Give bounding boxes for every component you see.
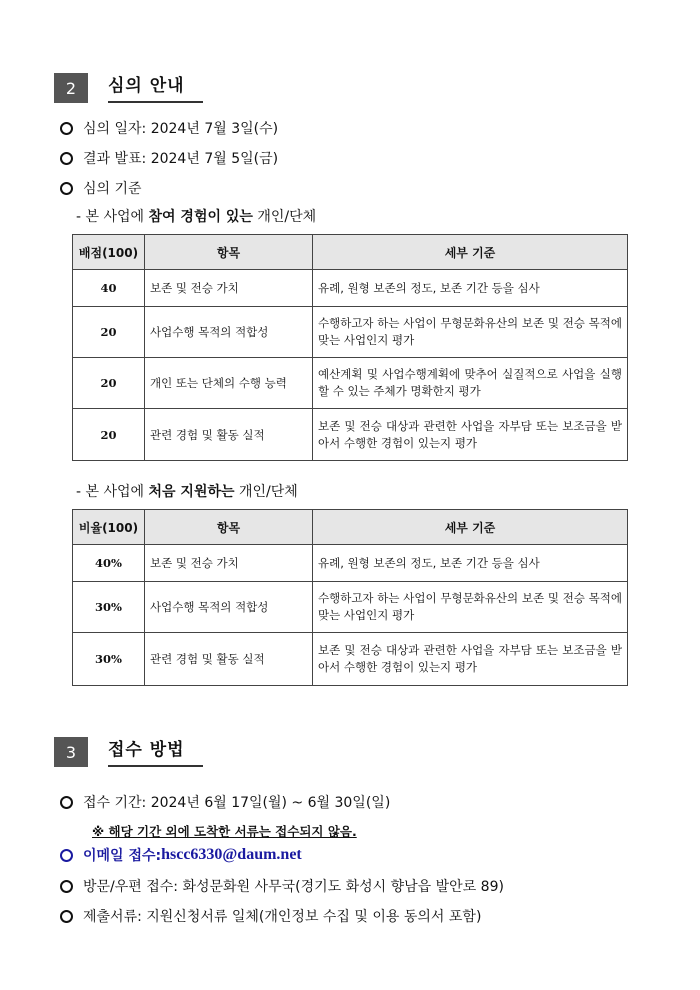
row-detail: 수행하고자 하는 사업이 무형문화유산의 보존 및 전승 목적에 맞는 사업인지 평가 (313, 307, 628, 358)
table-row (73, 545, 628, 582)
row-ratio: 30% (73, 582, 145, 633)
submission-note: ※ 해당 기간 외에 도착한 서류는 접수되지 않음. (92, 824, 357, 839)
criteria-table-first-time (72, 509, 628, 686)
row-detail: 보존 및 전승 대상과 관련한 사업을 자부담 또는 보조금을 받아서 수행한 경험이 있는지 평가 (313, 633, 628, 686)
header-detail: 세부 기준 (313, 235, 628, 270)
review-date-text: 심의 일자: 2024년 7월 3일(수) (83, 121, 279, 137)
section-3-heading (54, 737, 203, 767)
section-number-badge: 3 (54, 737, 88, 767)
row-ratio: 40% (73, 545, 145, 582)
group2-suffix: 개인/단체 (234, 484, 298, 500)
group2-heading (76, 481, 298, 501)
result-date-item (60, 148, 278, 168)
row-item: 관련 경험 및 활동 실적 (145, 633, 313, 686)
documents-text: 제출서류: 지원신청서류 일체(개인정보 수집 및 이용 동의서 포함) (83, 909, 482, 925)
documents-item (60, 906, 481, 926)
visit-submission-text: 방문/우편 접수: 화성문화원 사무국(경기도 화성시 향남읍 발안로 89) (83, 879, 504, 895)
section-title: 접수 방법 (108, 738, 203, 767)
row-item: 개인 또는 단체의 수행 능력 (145, 358, 313, 409)
row-score: 20 (73, 307, 145, 358)
header-item: 항목 (145, 235, 313, 270)
section-2-heading (54, 73, 203, 103)
table-row (73, 633, 628, 686)
row-item: 보존 및 전승 가치 (145, 270, 313, 307)
email-label: 이메일 접수: (83, 848, 162, 864)
review-criteria-item (60, 178, 142, 198)
visit-submission-item (60, 876, 504, 896)
table-row (73, 307, 628, 358)
row-detail: 예산계획 및 사업수행계획에 맞추어 실질적으로 사업을 실행할 수 있는 주체가 명확한지 평가 (313, 358, 628, 409)
row-score: 40 (73, 270, 145, 307)
circle-bullet-icon (60, 182, 73, 195)
result-date-text: 결과 발표: 2024년 7월 5일(금) (83, 151, 279, 167)
row-ratio: 30% (73, 633, 145, 686)
table-header-row (73, 510, 628, 545)
table-row (73, 270, 628, 307)
submission-period-text: 접수 기간: 2024년 6월 17일(월) ~ 6월 30일(일) (83, 795, 391, 811)
circle-bullet-icon (60, 849, 73, 862)
row-detail: 유례, 원형 보존의 정도, 보존 기간 등을 심사 (313, 270, 628, 307)
header-ratio: 비율(100) (73, 510, 145, 545)
group2-emphasis: 처음 지원하는 (148, 484, 235, 500)
table-header-row (73, 235, 628, 270)
header-score: 배점(100) (73, 235, 145, 270)
submission-period-item (60, 792, 390, 812)
circle-bullet-icon (60, 910, 73, 923)
row-score: 20 (73, 409, 145, 461)
group1-prefix: - 본 사업에 (76, 209, 149, 225)
row-item: 보존 및 전승 가치 (145, 545, 313, 582)
table-row (73, 409, 628, 461)
criteria-table-experienced (72, 234, 628, 461)
circle-bullet-icon (60, 152, 73, 165)
row-detail: 유례, 원형 보존의 정도, 보존 기간 등을 심사 (313, 545, 628, 582)
circle-bullet-icon (60, 796, 73, 809)
email-submission-item (60, 845, 302, 865)
header-detail: 세부 기준 (313, 510, 628, 545)
section-title: 심의 안내 (108, 74, 203, 103)
table-row (73, 358, 628, 409)
review-criteria-text: 심의 기준 (83, 181, 142, 197)
circle-bullet-icon (60, 122, 73, 135)
row-detail: 수행하고자 하는 사업이 무형문화유산의 보존 및 전승 목적에 맞는 사업인지 평가 (313, 582, 628, 633)
group1-emphasis: 참여 경험이 있는 (148, 209, 253, 225)
row-score: 20 (73, 358, 145, 409)
header-item: 항목 (145, 510, 313, 545)
section-number-badge: 2 (54, 73, 88, 103)
row-item: 사업수행 목적의 적합성 (145, 307, 313, 358)
row-item: 사업수행 목적의 적합성 (145, 582, 313, 633)
group1-suffix: 개인/단체 (252, 209, 317, 225)
group1-heading (76, 206, 316, 226)
table-row (73, 582, 628, 633)
email-address[interactable]: hscc6330@daum.net (161, 846, 302, 863)
circle-bullet-icon (60, 880, 73, 893)
group2-prefix: - 본 사업에 (76, 484, 149, 500)
row-detail: 보존 및 전승 대상과 관련한 사업을 자부담 또는 보조금을 받아서 수행한 경험이 있는지 평가 (313, 409, 628, 461)
review-date-item (60, 118, 278, 138)
row-item: 관련 경험 및 활동 실적 (145, 409, 313, 461)
